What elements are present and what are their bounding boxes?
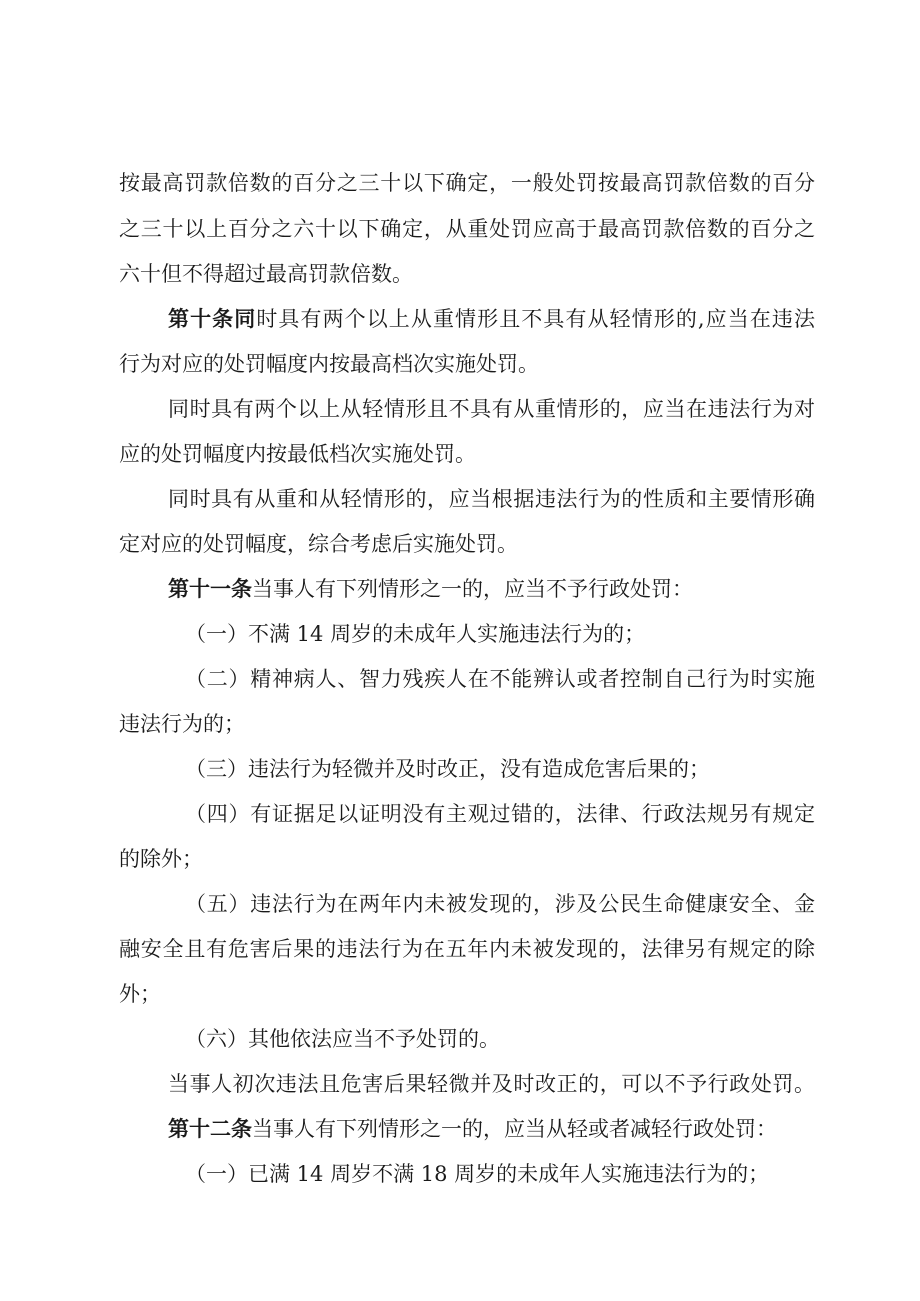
paragraph-line: 按最高罚款倍数的百分之三十以下确定，一般处罚按最高罚款倍数的百分 (119, 171, 815, 195)
list-item: （四）有证据足以证明没有主观过错的，法律、行政法规另有规定 (185, 802, 815, 826)
article-11-heading: 第十一条 (168, 577, 252, 601)
paragraph-line: 行为对应的处罚幅度内按最高档次实施处罚。 (119, 352, 539, 376)
list-item: （二）精神病人、智力残疾人在不能辨认或者控制自己行为时实施 (185, 667, 815, 691)
paragraph-line: 同时具有从重和从轻情形的，应当根据违法行为的性质和主要情形确 (168, 487, 815, 511)
list-item-continuation: 外； (119, 982, 161, 1006)
paragraph-line: 应的处罚幅度内按最低档次实施处罚。 (119, 442, 476, 466)
list-item: （一）已满 14 周岁不满 18 周岁的未成年人实施违法行为的； (185, 1162, 770, 1186)
paragraph-line: 同时具有两个以上从轻情形且不具有从重情形的，应当在违法行为对 (168, 397, 815, 421)
list-item: （五）违法行为在两年内未被发现的，涉及公民生命健康安全、金 (185, 892, 815, 916)
list-item-continuation: 融安全且有危害后果的违法行为在五年内未被发现的，法律另有规定的除 (119, 937, 815, 961)
list-item: （一）不满 14 周岁的未成年人实施违法行为的； (185, 622, 646, 646)
article-11-intro: 当事人有下列情形之一的，应当不予行政处罚： (252, 577, 693, 601)
list-item: （三）违法行为轻微并及时改正，没有造成危害后果的； (185, 757, 710, 781)
article-11-line (168, 574, 693, 604)
list-item: （六）其他依法应当不予处罚的。 (185, 1027, 500, 1051)
article-12-heading: 第十二条 (168, 1117, 252, 1141)
article-10-line (168, 304, 815, 334)
paragraph-line: 之三十以上百分之六十以下确定，从重处罚应高于最高罚款倍数的百分之 (119, 217, 815, 241)
list-item-continuation: 的除外； (119, 847, 203, 871)
article-10-text: 时具有两个以上从重情形且不具有从轻情形的,应当在违法 (256, 307, 815, 331)
list-item-continuation: 违法行为的； (119, 712, 245, 736)
article-12-line (168, 1114, 777, 1144)
paragraph-line: 六十但不得超过最高罚款倍数。 (119, 262, 413, 286)
article-10-heading: 第十条同 (168, 307, 257, 331)
paragraph-line: 定对应的处罚幅度，综合考虑后实施处罚。 (119, 532, 518, 556)
paragraph-line: 当事人初次违法且危害后果轻微并及时改正的，可以不予行政处罚。 (168, 1072, 815, 1096)
article-12-intro: 当事人有下列情形之一的，应当从轻或者减轻行政处罚： (252, 1117, 777, 1141)
